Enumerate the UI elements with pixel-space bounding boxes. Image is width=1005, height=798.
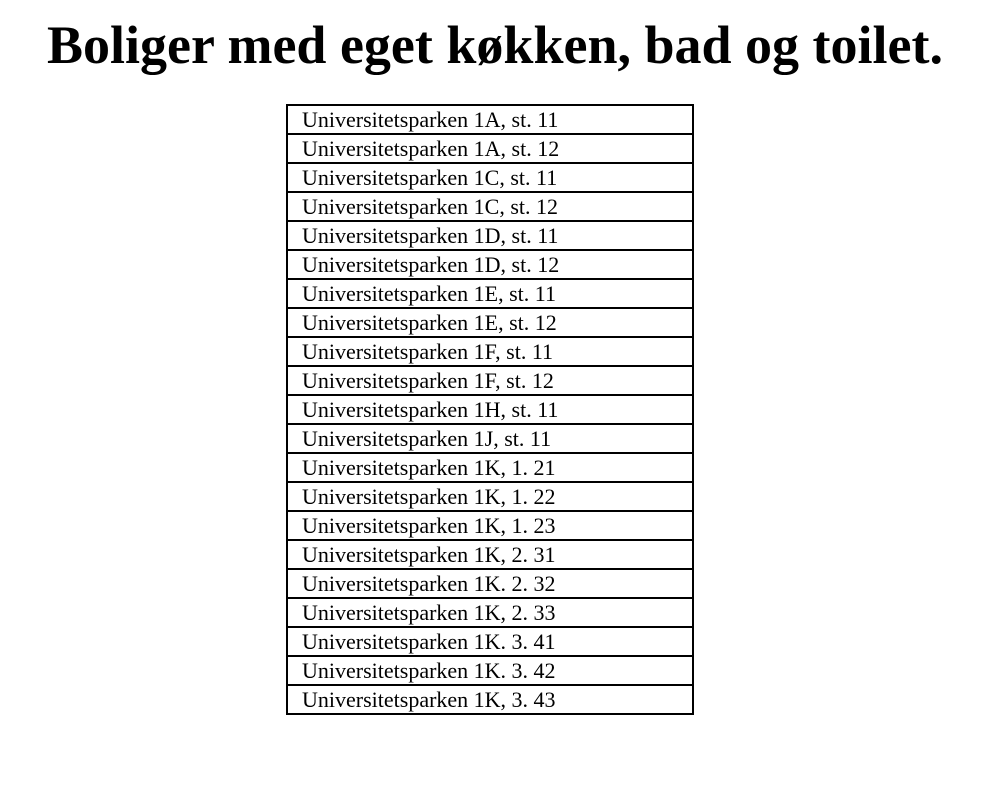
table-row bbox=[287, 308, 693, 337]
table-row bbox=[287, 685, 693, 714]
address-table bbox=[286, 104, 694, 715]
address-cell: Universitetsparken 1A, st. 12 bbox=[287, 134, 693, 163]
address-cell: Universitetsparken 1K, 2. 31 bbox=[287, 540, 693, 569]
table-row bbox=[287, 656, 693, 685]
table-row bbox=[287, 250, 693, 279]
table-row bbox=[287, 192, 693, 221]
address-cell: Universitetsparken 1J, st. 11 bbox=[287, 424, 693, 453]
address-cell: Universitetsparken 1K, 3. 43 bbox=[287, 685, 693, 714]
table-row bbox=[287, 511, 693, 540]
table-row bbox=[287, 221, 693, 250]
address-cell: Universitetsparken 1D, st. 12 bbox=[287, 250, 693, 279]
table-row bbox=[287, 424, 693, 453]
address-cell: Universitetsparken 1C, st. 12 bbox=[287, 192, 693, 221]
table-row bbox=[287, 598, 693, 627]
table-row bbox=[287, 569, 693, 598]
table-row bbox=[287, 163, 693, 192]
address-cell: Universitetsparken 1F, st. 12 bbox=[287, 366, 693, 395]
table-row bbox=[287, 279, 693, 308]
table-row bbox=[287, 627, 693, 656]
address-cell: Universitetsparken 1E, st. 11 bbox=[287, 279, 693, 308]
address-table-body bbox=[287, 105, 693, 714]
address-cell: Universitetsparken 1A, st. 11 bbox=[287, 105, 693, 134]
address-cell: Universitetsparken 1K, 1. 23 bbox=[287, 511, 693, 540]
table-row bbox=[287, 482, 693, 511]
address-cell: Universitetsparken 1K, 2. 33 bbox=[287, 598, 693, 627]
table-row bbox=[287, 134, 693, 163]
address-cell: Universitetsparken 1D, st. 11 bbox=[287, 221, 693, 250]
table-row bbox=[287, 366, 693, 395]
table-row bbox=[287, 453, 693, 482]
table-row bbox=[287, 337, 693, 366]
table-row bbox=[287, 395, 693, 424]
table-row bbox=[287, 105, 693, 134]
table-row bbox=[287, 540, 693, 569]
address-cell: Universitetsparken 1F, st. 11 bbox=[287, 337, 693, 366]
address-cell: Universitetsparken 1K. 3. 41 bbox=[287, 627, 693, 656]
address-cell: Universitetsparken 1C, st. 11 bbox=[287, 163, 693, 192]
address-cell: Universitetsparken 1K, 1. 22 bbox=[287, 482, 693, 511]
page-title: Boliger med eget køkken, bad og toilet. bbox=[47, 15, 943, 75]
address-cell: Universitetsparken 1H, st. 11 bbox=[287, 395, 693, 424]
address-cell: Universitetsparken 1K. 3. 42 bbox=[287, 656, 693, 685]
address-cell: Universitetsparken 1K. 2. 32 bbox=[287, 569, 693, 598]
address-cell: Universitetsparken 1E, st. 12 bbox=[287, 308, 693, 337]
address-cell: Universitetsparken 1K, 1. 21 bbox=[287, 453, 693, 482]
